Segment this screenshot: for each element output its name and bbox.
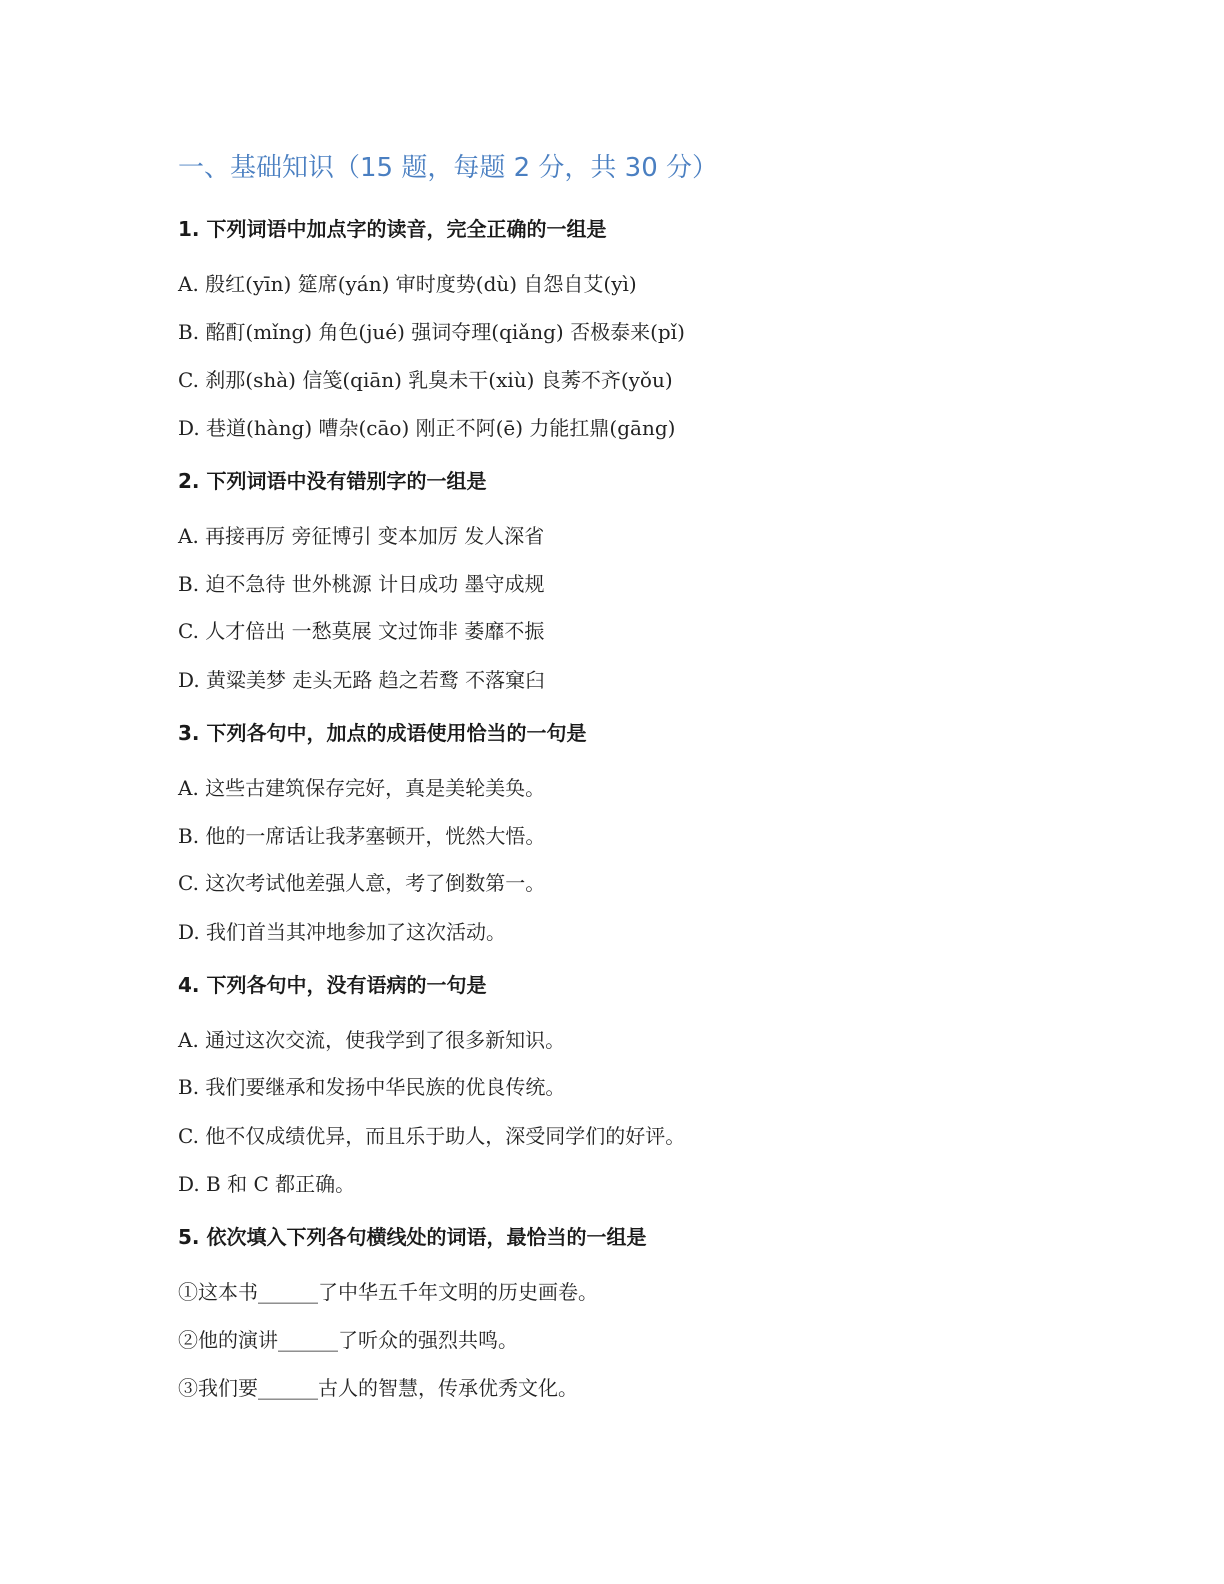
question-1-option-c: C. 刹那(shà) 信笺(qiān) 乳臭未干(xiù) 良莠不齐(yǒu) [178,368,673,392]
question-3-option-d: D. 我们首当其冲地参加了这次活动。 [178,920,507,944]
question-2-option-c: C. 人才倍出 一愁莫展 文过饰非 萎靡不振 [178,619,545,643]
question-5-sentence-2: ②他的演讲______了听众的强烈共鸣。 [178,1328,518,1352]
question-3-option-a: A. 这些古建筑保存完好，真是美轮美奂。 [178,776,546,800]
question-2-option-a: A. 再接再厉 旁征博引 变本加厉 发人深省 [178,524,545,548]
question-5-sentence-1: ①这本书______了中华五千年文明的历史画卷。 [178,1280,598,1304]
question-1-option-b: B. 酩酊(mǐng) 角色(jué) 强词夺理(qiǎng) 否极泰来(pǐ) [178,320,685,344]
question-4-option-d: D. B 和 C 都正确。 [178,1172,356,1196]
question-4-option-c: C. 他不仅成绩优异，而且乐于助人，深受同学们的好评。 [178,1124,686,1148]
question-1-option-d: D. 巷道(hàng) 嘈杂(cāo) 刚正不阿(ē) 力能扛鼎(gāng) [178,416,676,440]
question-5-stem: 5. 依次填入下列各句横线处的词语，最恰当的一组是 [178,1225,647,1249]
question-2-stem: 2. 下列词语中没有错别字的一组是 [178,469,487,493]
question-3-stem: 3. 下列各句中，加点的成语使用恰当的一句是 [178,721,587,745]
question-1-option-a: A. 殷红(yīn) 筵席(yán) 审时度势(dù) 自怨自艾(yì) [178,272,637,296]
question-2-option-b: B. 迫不急待 世外桃源 计日成功 墨守成规 [178,572,545,596]
question-3-option-b: B. 他的一席话让我茅塞顿开，恍然大悟。 [178,824,546,848]
section-title: 一、基础知识（15 题，每题 2 分，共 30 分） [178,153,719,183]
question-4-option-b: B. 我们要继承和发扬中华民族的优良传统。 [178,1075,566,1099]
question-1-stem: 1. 下列词语中加点字的读音，完全正确的一组是 [178,217,607,241]
question-3-option-c: C. 这次考试他差强人意，考了倒数第一。 [178,871,546,895]
question-5-sentence-3: ③我们要______古人的智慧，传承优秀文化。 [178,1376,578,1400]
question-2-option-d: D. 黄粱美梦 走头无路 趋之若鹜 不落窠臼 [178,668,546,692]
question-4-option-a: A. 通过这次交流，使我学到了很多新知识。 [178,1028,566,1052]
question-4-stem: 4. 下列各句中，没有语病的一句是 [178,973,487,997]
